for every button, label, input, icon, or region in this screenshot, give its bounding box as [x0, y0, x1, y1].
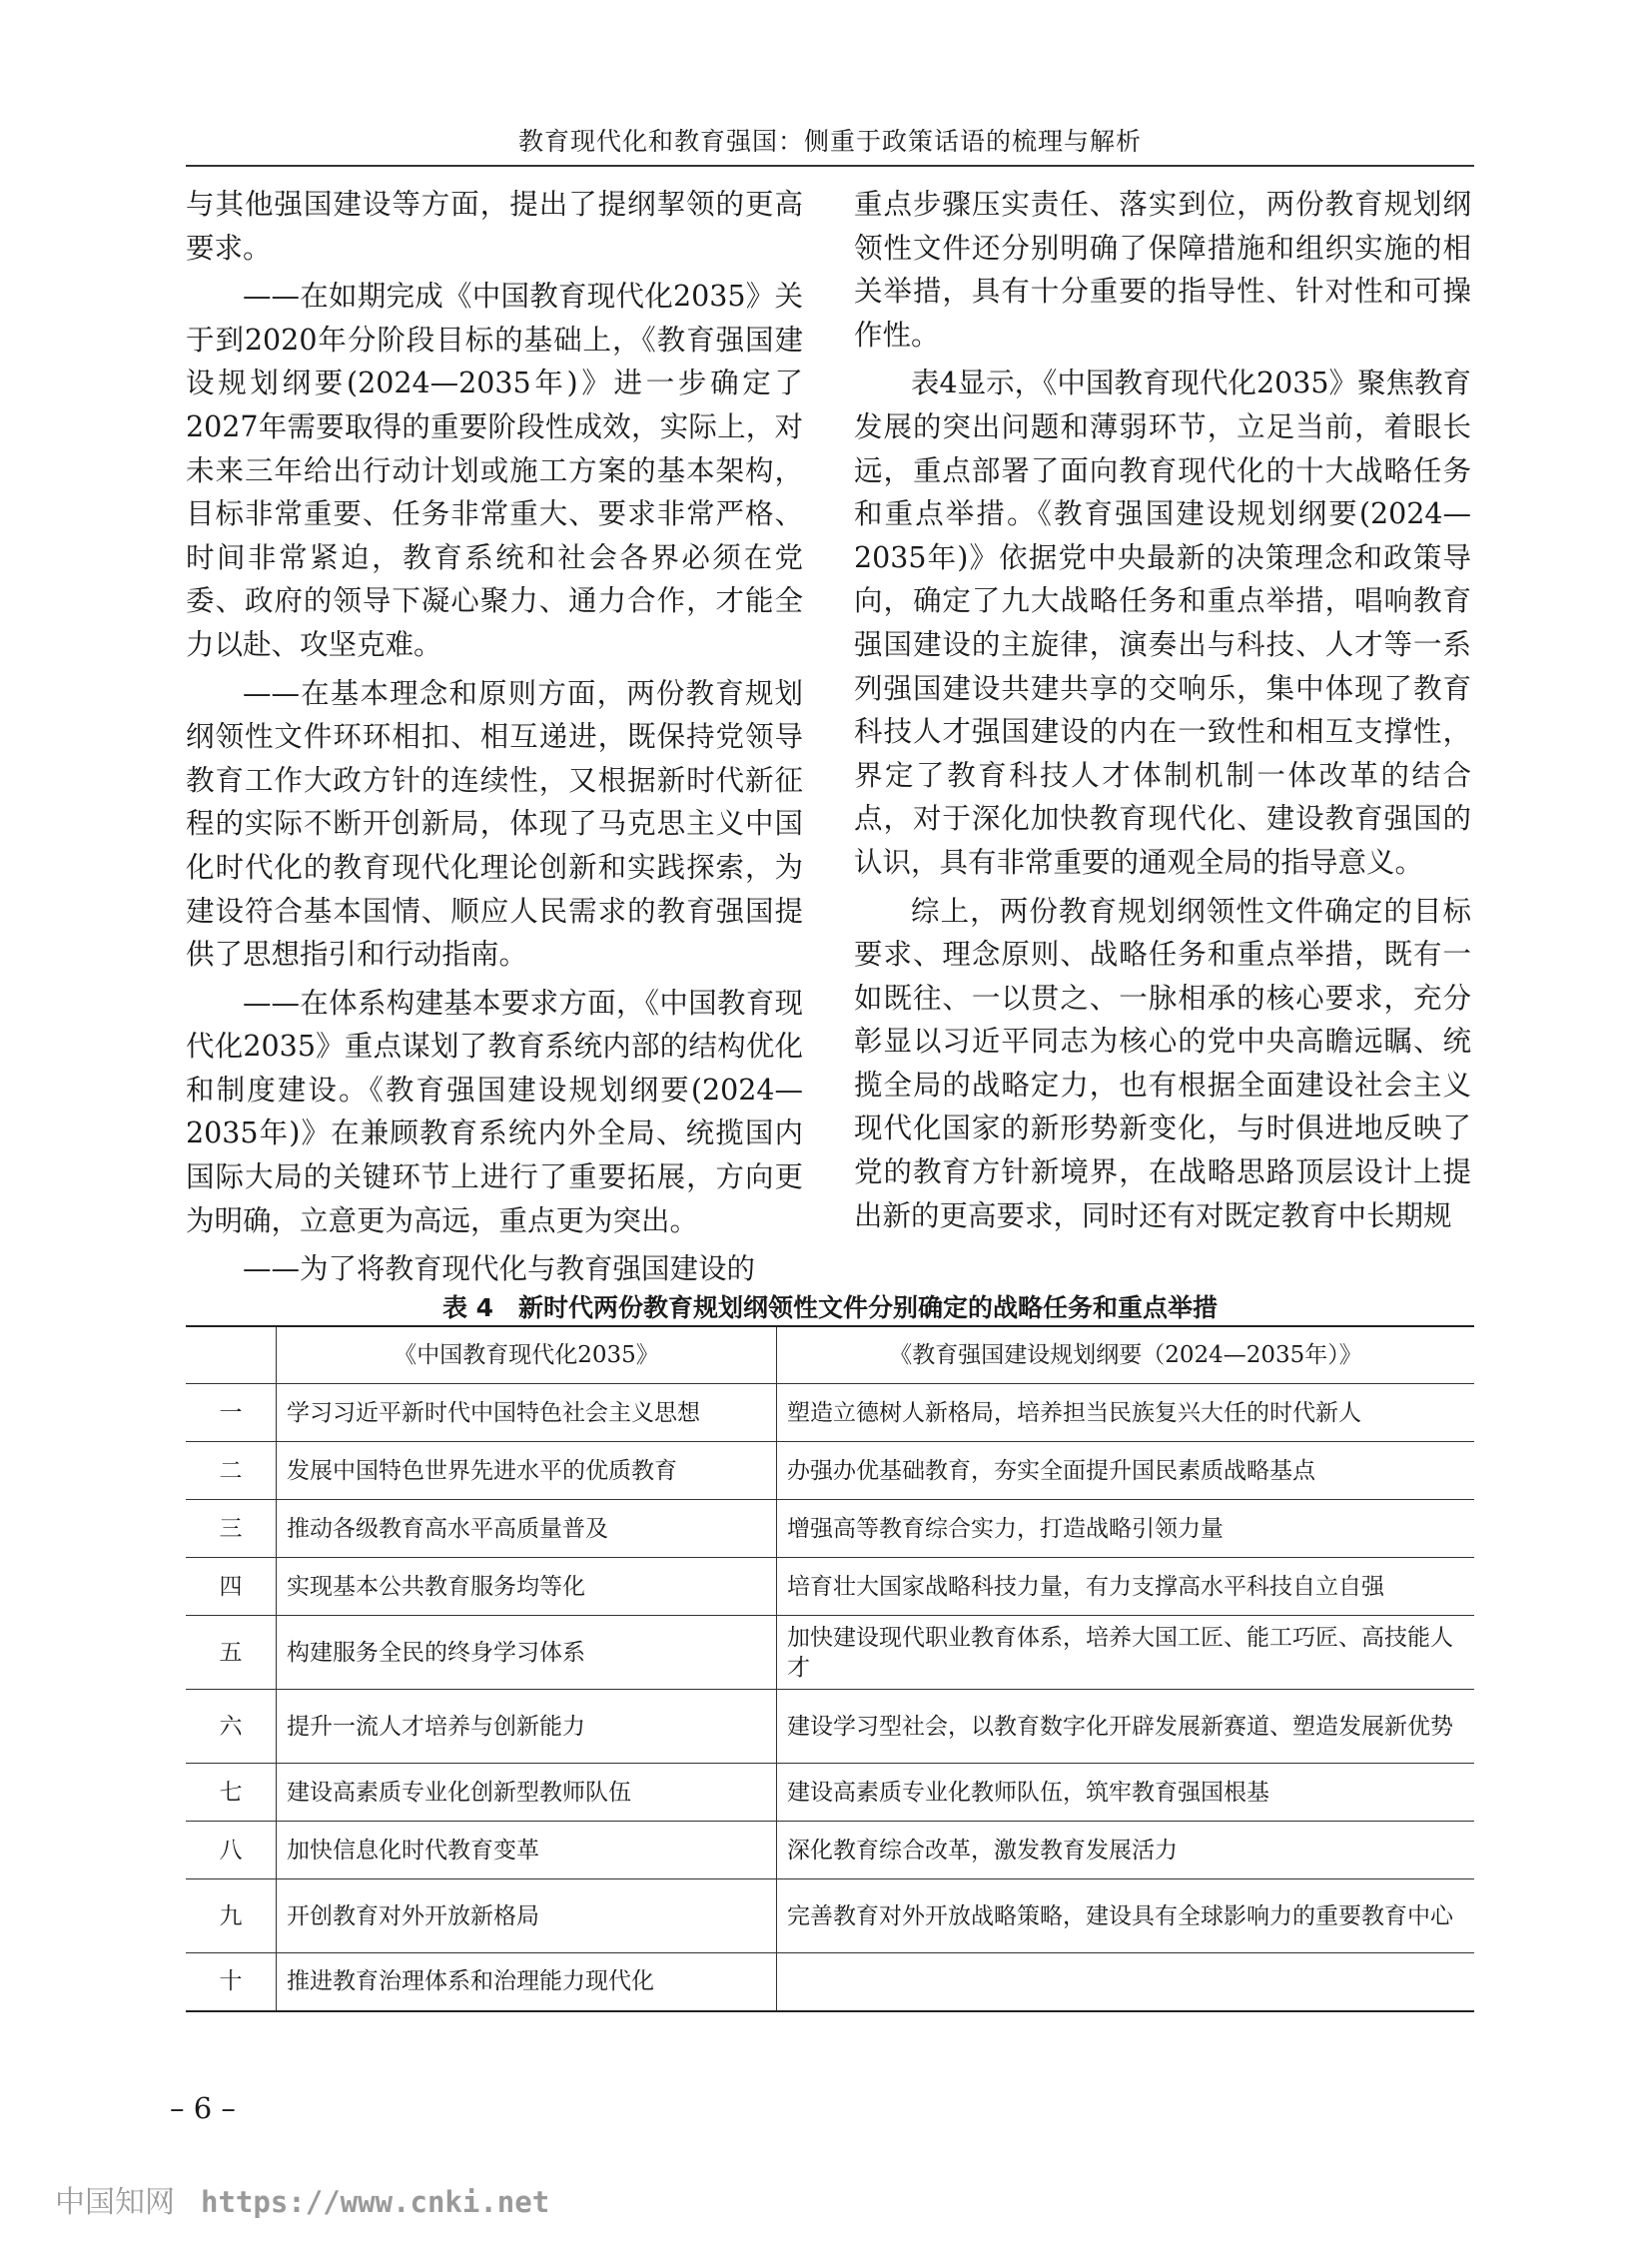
cell-plan: 塑造立德树人新格局，培养担当民族复兴大任的时代新人: [777, 1384, 1475, 1442]
cell-2035: 加快信息化时代教育变革: [277, 1822, 777, 1879]
paragraph: ——在体系构建基本要求方面，《中国教育现代化2035》重点谋划了教育系统内部的结构优化和制度建设。《教育强国建设规划纲要(2024—2035年)》在兼顾教育系统内外全局、统揽国内国际大局的关键环节上进行了重要拓展，方向更为明确，立意更为高远，重点更为突出。: [186, 986, 803, 1237]
cell-2035: 开创教育对外开放新格局: [277, 1879, 777, 1953]
cell-plan: [777, 1953, 1475, 2011]
paragraph: ——在如期完成《中国教育现代化2035》关于到2020年分阶段目标的基础上，《教育强国建设规划纲要(2024—2035年)》进一步确定了2027年需要取得的重要阶段性成效，实际上，对未来三年给出行动计划或施工方案的基本架构，目标非常重要、任务非常重大、要求非常严格、时间非常紧迫，教育系统和社会各界必须在党委、政府的领导下凝心聚力、通力合作，才能全力以赴、攻坚克难。: [186, 280, 803, 661]
row-index: 四: [186, 1558, 277, 1616]
row-index: 八: [186, 1822, 277, 1879]
watermark-url[interactable]: https://www.cnki.net: [201, 2185, 550, 2219]
table-row: [186, 1690, 1474, 1764]
paragraph: 综上，两份教育规划纲领性文件确定的目标要求、理念原则、战略任务和重点举措，既有一如既往、一以贯之、一脉相承的核心要求，充分彰显以习近平同志为核心的党中央高瞻远瞩、统揽全局的战略定力，也有根据全面建设社会主义现代化国家的新形势新变化，与时俱进地反映了党的教育方针新境界，在战略思路顶层设计上提出新的更高要求，同时还有对既定教育中长期规: [854, 894, 1471, 1232]
cell-plan: 建设学习型社会，以教育数字化开辟发展新赛道、塑造发展新优势: [777, 1690, 1475, 1764]
watermark-site-name: 中国知网: [55, 2185, 175, 2220]
table-caption: 表 4 新时代两份教育规划纲领性文件分别确定的战略任务和重点举措: [441, 1293, 1219, 1322]
cell-2035: 提升一流人才培养与创新能力: [277, 1690, 777, 1764]
cell-plan: 深化教育综合改革，激发教育发展活力: [777, 1822, 1475, 1879]
table-row: [186, 1384, 1474, 1442]
strategy-table: [186, 1325, 1474, 2012]
cell-plan: 完善教育对外开放战略策略，建设具有全球影响力的重要教育中心: [777, 1879, 1475, 1953]
table-row: [186, 1558, 1474, 1616]
header-rule: [186, 165, 1474, 167]
table-header-cell: 《教育强国建设规划纲要（2024—2035年）》: [777, 1326, 1475, 1384]
cell-plan: 培育壮大国家战略科技力量，有力支撑高水平科技自立自强: [777, 1558, 1475, 1616]
table-header-row: [186, 1326, 1474, 1384]
table-row: [186, 1822, 1474, 1879]
paragraph: 与其他强国建设等方面，提出了提纲挈领的更高要求。: [186, 188, 803, 265]
cell-plan: 增强高等教育综合实力，打造战略引领力量: [777, 1500, 1475, 1558]
table-row: [186, 1442, 1474, 1500]
cell-plan: 办强办优基础教育，夯实全面提升国民素质战略基点: [777, 1442, 1475, 1500]
row-index: 三: [186, 1500, 277, 1558]
row-index: 六: [186, 1690, 277, 1764]
row-index: 七: [186, 1764, 277, 1822]
paragraph: ——为了将教育现代化与教育强国建设的: [243, 1252, 756, 1286]
cell-2035: 发展中国特色世界先进水平的优质教育: [277, 1442, 777, 1500]
cell-2035: 推进教育治理体系和治理能力现代化: [277, 1953, 777, 2011]
cell-2035: 建设高素质专业化创新型教师队伍: [277, 1764, 777, 1822]
row-index: 九: [186, 1879, 277, 1953]
cell-2035: 学习习近平新时代中国特色社会主义思想: [277, 1384, 777, 1442]
table-row: [186, 1616, 1474, 1690]
table-row: [186, 1500, 1474, 1558]
row-index: 五: [186, 1616, 277, 1690]
left-column: [186, 183, 803, 1291]
running-header: 教育现代化和教育强国：侧重于政策话语的梳理与解析: [517, 127, 1142, 156]
page-number: – 6 –: [170, 2091, 236, 2125]
paragraph: 重点步骤压实责任、落实到位，两份教育规划纲领性文件还分别明确了保障措施和组织实施的相关举措，具有十分重要的指导性、针对性和可操作性。: [854, 188, 1471, 352]
table-header-cell: [186, 1326, 277, 1384]
paragraph: 表4显示，《中国教育现代化2035》聚焦教育发展的突出问题和薄弱环节，立足当前，着眼长远，重点部署了面向教育现代化的十大战略任务和重点举措。《教育强国建设规划纲要(2024—2035年)》依据党中央最新的决策理念和政策导向，确定了九大战略任务和重点举措，唱响教育强国建设的主旋律，演奏出与科技、人才等一系列强国建设共建共享的交响乐，集中体现了教育科技人才强国建设的内在一致性和相互支撑性，界定了教育科技人才体制机制一体改革的结合点，对于深化加快教育现代化、建设教育强国的认识，具有非常重要的通观全局的指导意义。: [854, 367, 1471, 879]
row-index: 十: [186, 1953, 277, 2011]
paragraph: ——在基本理念和原则方面，两份教育规划纲领性文件环环相扣、相互递进，既保持党领导教育工作大政方针的连续性，又根据新时代新征程的实际不断开创新局，体现了马克思主义中国化时代化的教育现代化理论创新和实践探索，为建设符合基本国情、顺应人民需求的教育强国提供了思想指引和行动指南。: [186, 676, 803, 972]
table-header-cell: 《中国教育现代化2035》: [277, 1326, 777, 1384]
cnki-watermark: [55, 2177, 549, 2221]
cell-2035: 实现基本公共教育服务均等化: [277, 1558, 777, 1616]
cell-2035: 推动各级教育高水平高质量普及: [277, 1500, 777, 1558]
row-index: 一: [186, 1384, 277, 1442]
table-row: [186, 1764, 1474, 1822]
table-row: [186, 1953, 1474, 2011]
row-index: 二: [186, 1442, 277, 1500]
cell-2035: 构建服务全民的终身学习体系: [277, 1616, 777, 1690]
cell-plan: 加快建设现代职业教育体系，培养大国工匠、能工巧匠、高技能人才: [777, 1616, 1475, 1690]
right-column: [854, 183, 1471, 1237]
cell-plan: 建设高素质专业化教师队伍，筑牢教育强国根基: [777, 1764, 1475, 1822]
table-row: [186, 1879, 1474, 1953]
